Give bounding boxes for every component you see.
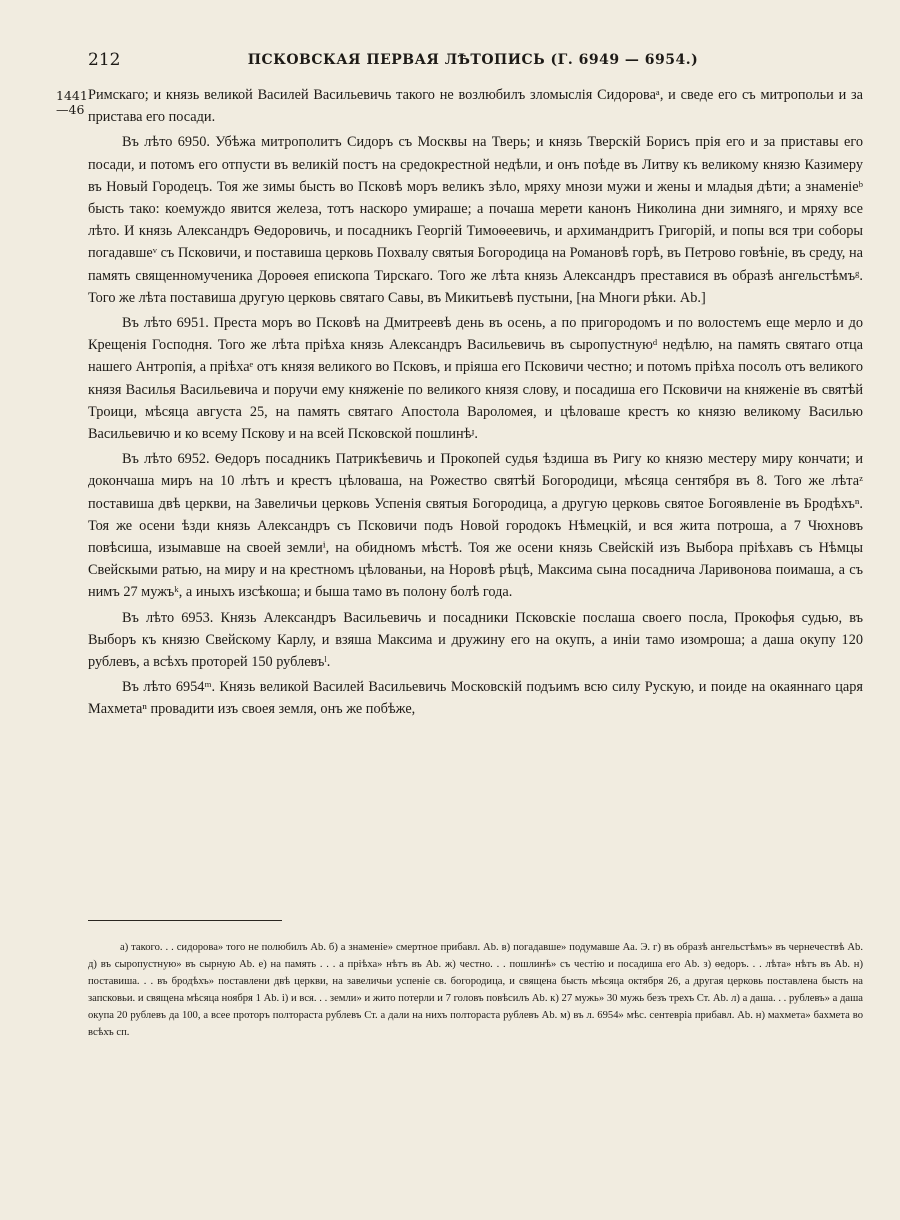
paragraph-6951: Въ лѣто 6951. Преста моръ во Псковѣ на Дмитреевѣ день въ осень, а по пригородомъ и по волостемъ еще мерло и до Крещенія Господня. Того же лѣта пріѣха князь Александръ Васильевичь въ сыропустнуюᵈ недѣлю, на память святаго отца нашего Антропія, а пріѣхаᵉ отъ князя великого во Псковъ, и пріяша его Псковичи честно; и потомъ пріѣха посолъ отъ великого князя Василья Васильевича и поручи ему княженіе по великого князя слову, и посадиша его Псковичи на княженіе въ святѣй Троици, мѣсяца августа 25, на память святаго Апостола Вароломея, и цѣловаше крестъ ко князю великому Василью Васильевичю и ко всему Пскову и на всей Псковской пошлинѣᶡ. — [88, 315, 863, 443]
paragraph-6954: Въ лѣто 6954ᵐ. Князь великой Василей Васильевичь Московскій подъимъ всю силу Рускую, и поиде на окаяннаго царя Махметаⁿ провадити изъ своея земля, онъ же побѣже, — [88, 679, 863, 718]
margin-year-top: 1441 — [56, 88, 88, 103]
paragraph-continuation: Римскаго; и князь великой Василей Васильевичь такого не возлюбилъ зломыслія Сидороваᵃ, и сведе его съ митропольи и за пристава его посади. — [88, 87, 863, 126]
footnotes — [88, 939, 863, 1042]
running-title: ПСКОВСКАЯ ПЕРВАЯ ЛѢТОПИСЬ (Г. 6949 — 6954.) — [247, 52, 699, 68]
paragraph-6950: Въ лѣто 6950. Убѣжа митрополитъ Сидоръ съ Москвы на Тверь; и князь Тверскій Борисъ прія его и за приставы его посади, и потомъ его отпусти въ великій постъ на средокрестной недѣли, и онъ поѣде въ Литву къ великому князю Казимеру въ Новый Городецъ. Тоя же зимы бысть во Псковѣ моръ великъ зѣло, мряху мнози мужи и жены и младыя дѣти; а знаменіеᵇ бысть тако: коемуждо явится железа, тотъ наскоро умираше; а почаша мерети канонъ Николина дни зимняго, и мряху все лѣто. И князь Александръ Ѳедоровичь, и посадникъ Георгій Тимоѳеевичь, и архимандритъ Григорій, и попы вся три соборы погадавшеᵛ съ Псковичи, и поставиша церковь Похвалу святыя Богородица на Романовѣ горѣ, въ Петрово говѣніе, въ среду, на память священномученика Дороѳея епископа Тирскаго. Того же лѣта князь Александръ преставися въ образѣ ангельстѣмъᵍ. Того же лѣта поставиша другую церковь святаго Савы, въ Микитьевѣ пустыни, [на Многи рѣки. Аb.] — [88, 134, 863, 306]
margin-year-bottom: —46 — [56, 102, 85, 117]
footnote-rule — [88, 920, 282, 921]
paragraph-6952: Въ лѣто 6952. Ѳедоръ посадникъ Патрикѣевичь и Прокопей судья ѣздиша въ Ригу ко князю местеру миру кончати; и докончаша миръ на 10 лѣтъ и крестъ цѣловаша, на Рожество святѣй Богородици, мѣсяца сентября въ 8. Того же лѣтаᶻ поставиша двѣ церкви, на Завеличьи церковь Успенія святыя Богородица, а другую церковь святое Богоявленіе въ Бродѣхъⁿ. Тоя же осени ѣзди князь Александръ съ Псковичи подъ Новой городокъ Нѣмецкій, и вся жита потроша, а 7 Чюхновъ повѣсиша, изымавше на своей землиⁱ, на обидномъ мѣстѣ. Тоя же осени князь Свейскій изъ Выбора пріѣхавъ съ Нѣмцы Свейскыми ратью, на миру и на крестномъ цѣлованьи, на Норовѣ рѣцѣ, Максима сына посаднича Ларивонова поимаша, а съ нимъ 27 мужъᵏ, а иныхъ изсѣкоша; и быша тамо въ полону болѣ года. — [88, 451, 863, 601]
page-number: 212 — [88, 50, 121, 70]
page-header — [88, 50, 858, 74]
footnote-block: а) такого. . . сидорова» того не полюбилъ Аb. б) а знаменіе» смертное прибавл. Аb. в) погадавше» подумавше Аа. Э. г) въ образѣ ангельстѣмъ» въ чернечествѣ Аb. д) въ сыропустную» въ сырную Аb. е) на память . . . а пріѣха» нѣтъ въ Аb. ж) честно. . . пошлинѣ» съ честію и посадиша его Аb. з) ѳедоръ. . . лѣта» нѣтъ въ Аb. н) поставиша. . . въ бродѣхъ» поставлени двѣ церкви, на завеличьи успеніе св. богородица, и священа бысть мѣсяца октября 26, а другая церковь поставлена бысть на запсковьи. и священа мѣсяца ноября 1 Аb. і) и вся. . . земли» и жито потерли и 7 головъ повѣсилъ Аb. к) 27 мужь» 30 мужь безъ трехъ Ст. Аb. л) а даша. . . рублевъ» а даша окупа 20 рублевъ да 100, а всее проторъ полтораста рублевъ Ст. а дали на нихъ полтораста рублевъ Аb. м) въ л. 6954» мѣс. сентевріа прибавл. Аb. н) махмета» бахмета во всѣхъ сп. — [88, 942, 863, 1039]
paragraph-6953: Въ лѣто 6953. Князь Александръ Васильевичь и посадники Псковскіе послаша своего посла, Прокофья судью, въ Выборъ къ князю Свейскому Карлу, и взяша Максима и дружину его на окупъ, а иніи тамо изомроша; а даша окупу 120 рублевъ, а всѣхъ проторей 150 рублевъˡ. — [88, 609, 863, 671]
main-text — [88, 84, 863, 721]
